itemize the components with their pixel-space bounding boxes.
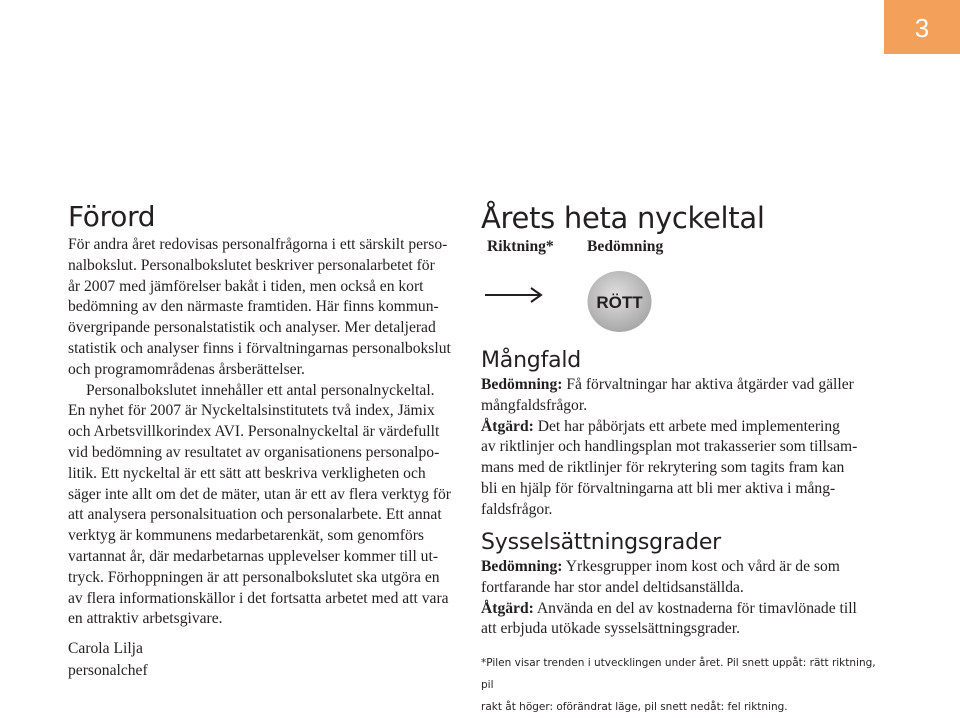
text-line: En nyhet för 2007 är Nyckeltalsinstitutets två index, Jämix: [68, 402, 435, 420]
section-title: Sysselsättningsgrader: [481, 530, 722, 555]
foreword-paragraph-1: [68, 235, 460, 381]
text-line: mångfaldsfrågor.: [481, 396, 588, 414]
foreword-paragraph-2: [68, 381, 460, 631]
text-line: vid bedömning av resultatet av organisationens personalpo-: [68, 443, 440, 461]
footnote-line: *Pilen visar trenden i utvecklingen under året. Pil snett uppåt: rätt riktning, pil: [481, 657, 876, 691]
section-diversity: [481, 347, 876, 521]
text-line: nalbokslut. Personalbokslutet beskriver personalarbetet för: [68, 256, 435, 274]
assessment: [481, 557, 876, 599]
arrow-right-icon: [485, 285, 543, 305]
signature-role: personalchef: [68, 662, 148, 679]
text-line: att analysera personalsituation och personalarbete. Ett annat: [68, 506, 442, 524]
text-line: övergripande personalstatistik och analyser. Mer detaljerad: [68, 319, 436, 337]
text-line: att erbjuda utökade sysselsättningsgrader.: [481, 620, 740, 638]
text-line: av flera informationskällor i det fortsatta arbetet med att vara: [68, 589, 449, 607]
text-line: bedömning av den närmaste framtiden. Här finns kommun-: [68, 298, 439, 316]
text-line: litik. Ett nyckeltal är ett sätt att beskriva verkligheten och: [68, 464, 426, 482]
text-line: tryck. Förhoppningen är att personalbokslutet ska utgöra en: [68, 568, 440, 586]
assessment-label: Bedömning:: [481, 376, 563, 393]
text-line: vartannat år, där medarbetarnas upplevelser kommer till ut-: [68, 547, 439, 565]
text-line: år 2007 med jämförelser bakåt i tiden, men också en kort: [68, 277, 424, 295]
action-label: Åtgärd:: [481, 599, 534, 617]
page-number: 3: [914, 13, 930, 43]
text-line: Få förvaltningar har aktiva åtgärder vad gäller: [562, 376, 854, 393]
text-line: För andra året redovisas personalfrågorna i ett särskilt perso-: [68, 236, 448, 253]
text-line: Använda en del av kostnaderna för timavlönade till: [533, 599, 857, 617]
rating-badge: [586, 270, 653, 333]
text-line: säger inte allt om det de mäter, utan är ett av flera verktyg för: [68, 485, 451, 503]
text-line: Personalbokslutet innehåller ett antal personalnyckeltal.: [86, 381, 435, 399]
text-line: statistik och analyser finns i förvaltningarnas personalbokslut: [68, 339, 451, 357]
footnote-line: rakt åt höger: oförändrat läge, pil snett nedåt: fel riktning.: [481, 701, 788, 713]
text-line: bli en hjälp för förvaltningarna att bli mer aktiva i mång-: [481, 479, 836, 497]
text-line: Det har påbörjats ett arbete med implementering: [533, 417, 840, 435]
text-line: verktyg är kommunens medarbetarenkät, som genomförs: [68, 527, 424, 545]
footnote: [481, 652, 881, 718]
page-number-box: [884, 0, 960, 54]
rating-badge-text: RÖTT: [596, 293, 643, 312]
text-line: och Arbetsvillkorindex AVI. Personalnyckeltal är värdefullt: [68, 423, 440, 441]
assessment-label: Bedömning:: [481, 558, 563, 575]
text-line: mans med de riktlinjer för rekrytering som tagits fram kan: [481, 459, 845, 477]
text-line: en attraktiv arbetsgivare.: [68, 610, 223, 628]
action-label: Åtgärd:: [481, 417, 534, 435]
direction-header: Riktning*: [487, 238, 554, 255]
text-line: fortfarande har stor andel deltidsanställda.: [481, 578, 744, 596]
action: [481, 599, 876, 641]
signature-name: Carola Lilja: [68, 640, 143, 657]
rating-header: Bedömning: [587, 238, 664, 255]
assessment: [481, 375, 876, 417]
text-line: faldsfrågor.: [481, 500, 553, 518]
foreword-column: [68, 199, 460, 630]
text-line: Yrkesgrupper inom kost och vård är de som: [562, 558, 840, 575]
action: [481, 417, 876, 521]
highlight-title: Årets heta nyckeltal: [481, 201, 765, 235]
section-employment-rates: [481, 529, 876, 640]
text-line: av riktlinjer och handlingsplan mot trakasserier som tillsam-: [481, 438, 858, 456]
highlight-column: [481, 198, 871, 255]
foreword-title: Förord: [68, 200, 156, 233]
signature: [68, 638, 148, 682]
text-line: och programområdenas årsberättelser.: [68, 360, 305, 378]
section-title: Mångfald: [481, 348, 582, 373]
